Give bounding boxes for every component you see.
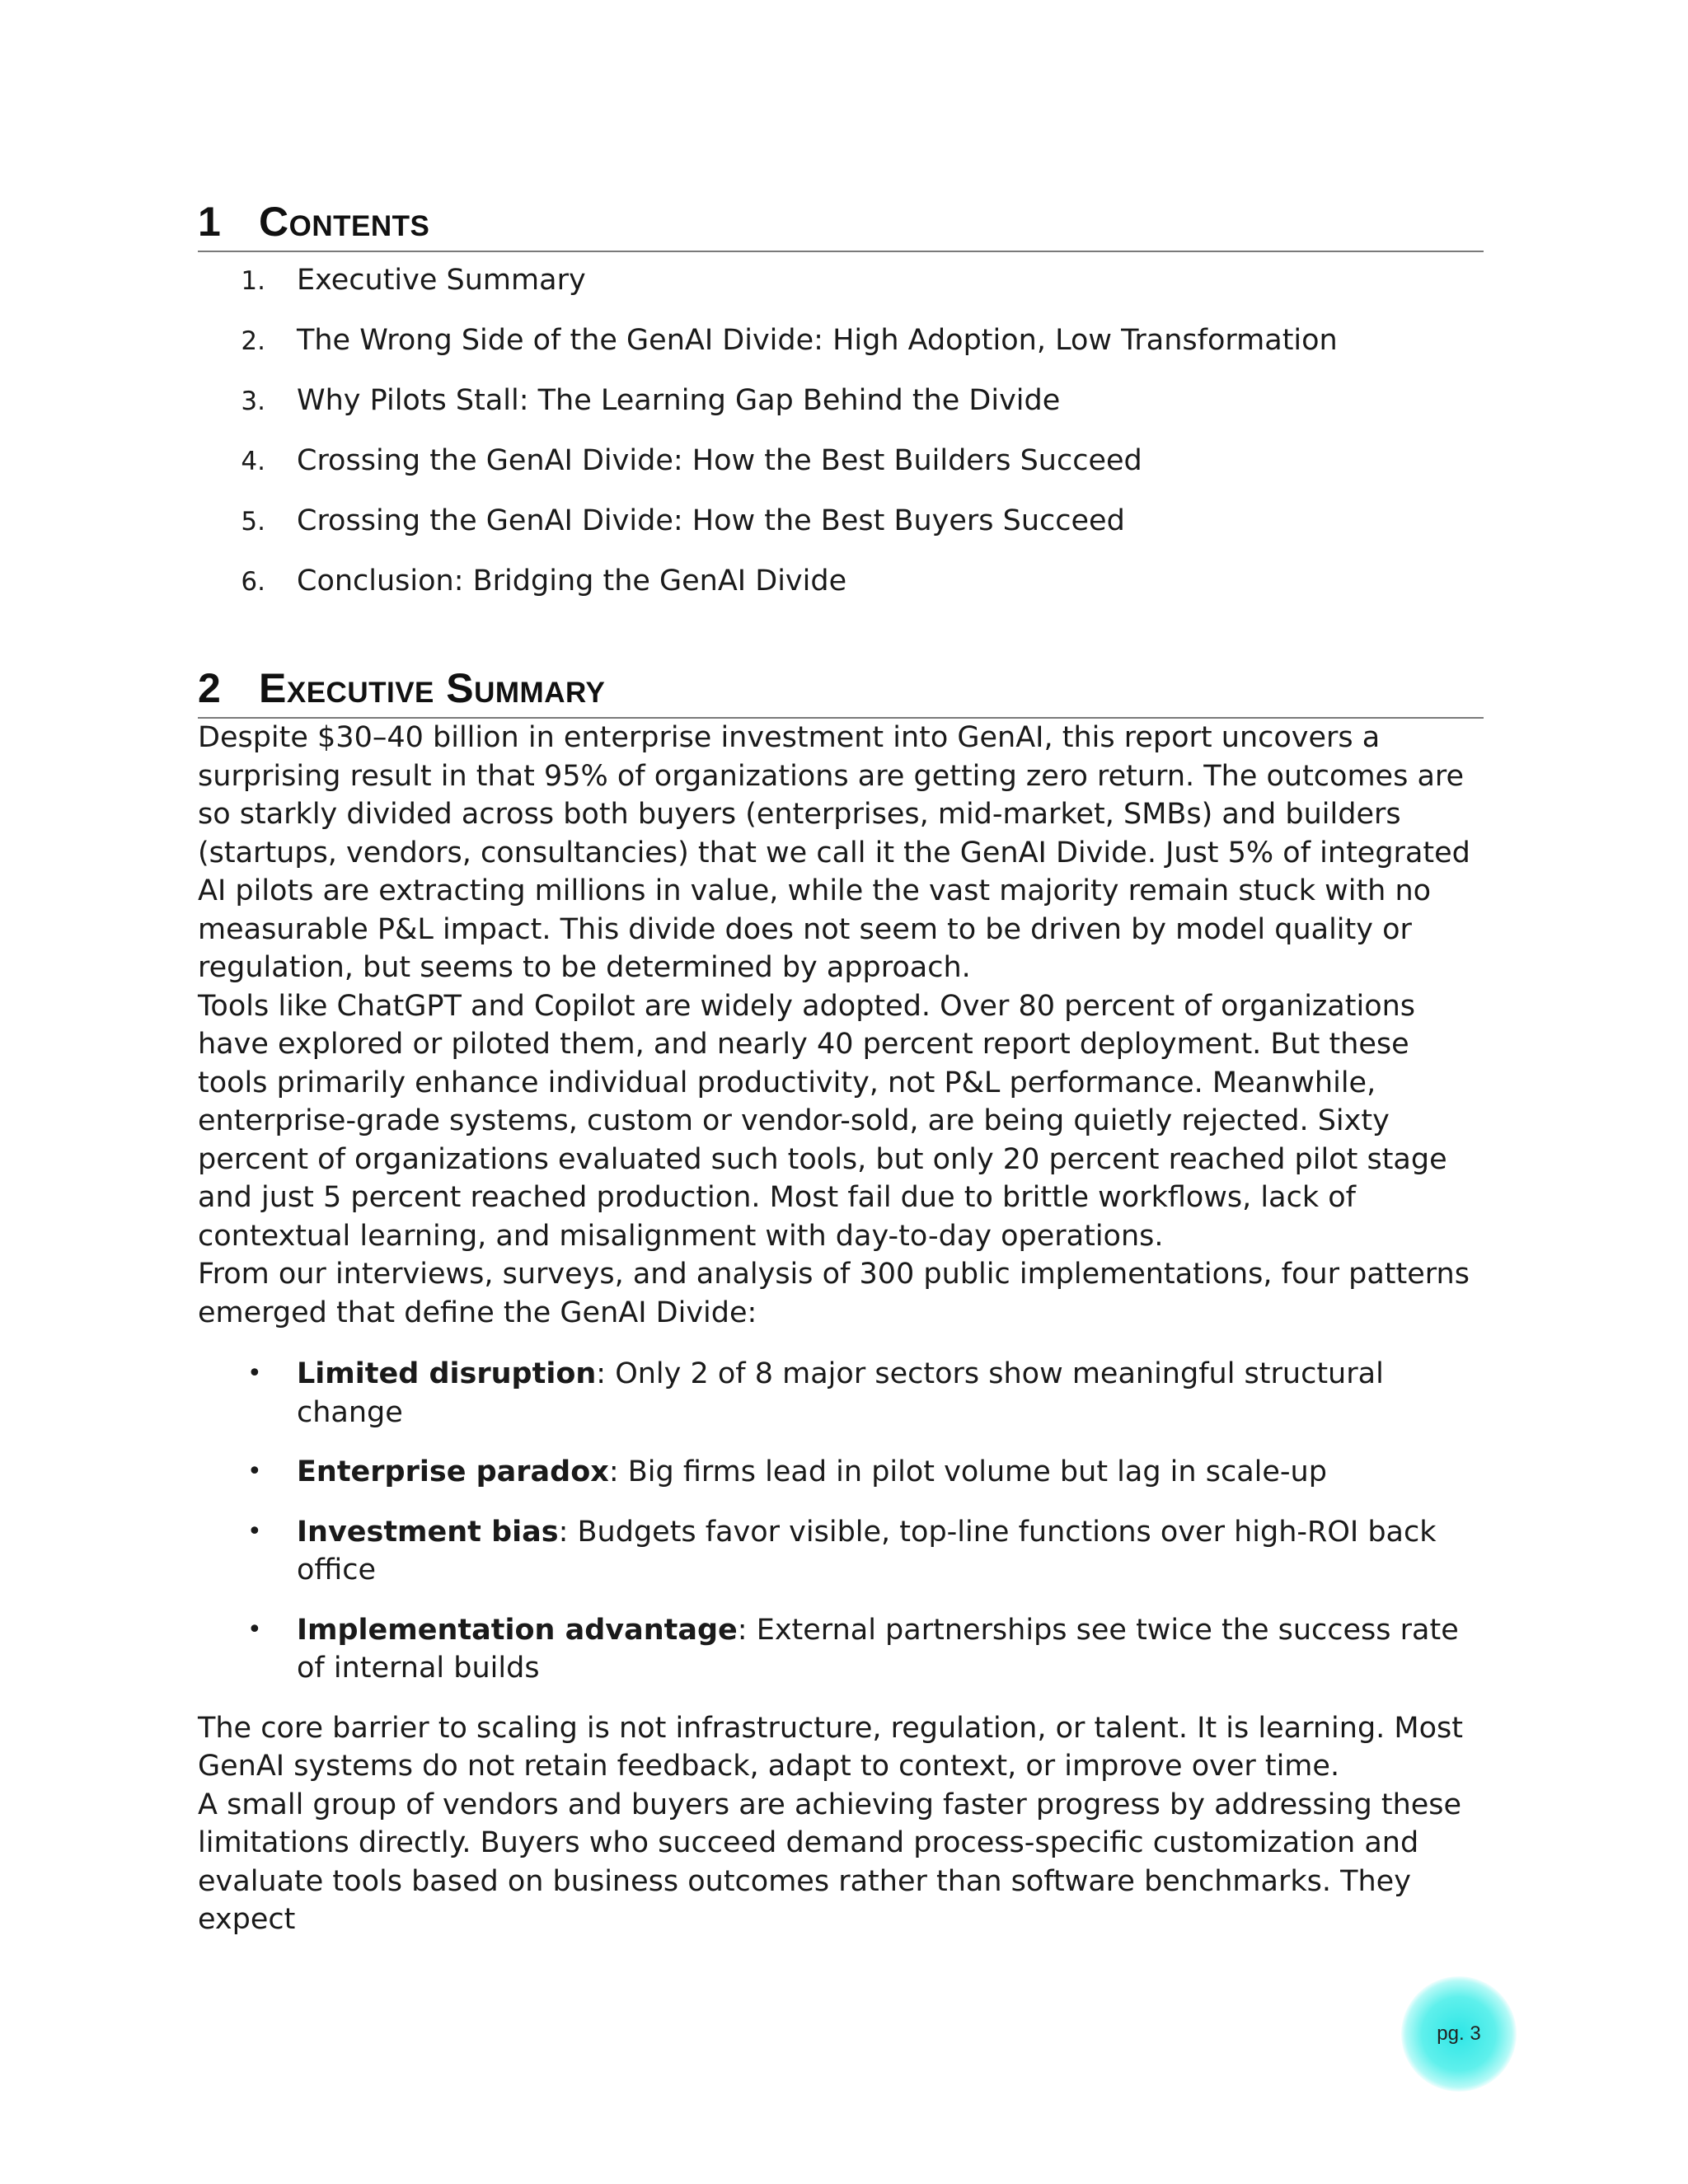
toc-number: 4. bbox=[241, 447, 265, 476]
table-of-contents bbox=[198, 264, 1484, 625]
bullet-icon: • bbox=[247, 1359, 262, 1388]
section-title: Executive Summary bbox=[259, 665, 606, 711]
toc-label: Why Pilots Stall: The Learning Gap Behind the Divide bbox=[297, 384, 1061, 417]
list-item bbox=[198, 1611, 1484, 1688]
toc-number: 5. bbox=[241, 507, 265, 537]
bullet-term: Investment bias bbox=[297, 1515, 559, 1549]
summary-paragraph-4: The core barrier to scaling is not infrastructure, regulation, or talent. It is learning. Most GenAI systems do not retain feedback, adapt to context, or improve over time. bbox=[198, 1711, 1463, 1783]
bullet-text: : Budgets favor visible, top-line functions over high-ROI back office bbox=[297, 1515, 1437, 1586]
executive-summary-section bbox=[198, 664, 1484, 1939]
toc-number: 2. bbox=[241, 326, 265, 356]
summary-paragraph-3: From our interviews, surveys, and analysis of 300 public implementations, four patterns emerged that define the GenAI Divide: bbox=[198, 1258, 1470, 1329]
toc-item[interactable] bbox=[198, 504, 1484, 565]
toc-item[interactable] bbox=[198, 384, 1484, 444]
list-item bbox=[198, 1355, 1484, 1432]
bullet-term: Limited disruption bbox=[297, 1357, 597, 1390]
toc-item[interactable] bbox=[198, 324, 1484, 384]
bullet-text: : Big firms lead in pilot volume but lag in scale-up bbox=[608, 1455, 1327, 1488]
page-number-badge bbox=[1401, 1976, 1517, 2092]
section-number: 1 bbox=[198, 199, 221, 245]
toc-label: Conclusion: Bridging the GenAI Divide bbox=[297, 565, 847, 598]
toc-number: 6. bbox=[241, 567, 265, 597]
toc-label: The Wrong Side of the GenAI Divide: High Adoption, Low Transformation bbox=[297, 324, 1338, 357]
toc-number: 1. bbox=[241, 266, 265, 296]
bullet-text: : Only 2 of 8 major sectors show meaningful structural change bbox=[297, 1357, 1384, 1429]
bullet-term: Implementation advantage bbox=[297, 1613, 738, 1647]
toc-item[interactable] bbox=[198, 444, 1484, 504]
summary-paragraph-2: Tools like ChatGPT and Copilot are widely adopted. Over 80 percent of organizations have explored or piloted them, and nearly 40 percent report deployment. But these tools primarily enhance individual productivity, not P&L performance. Meanwhile, enterprise-grade systems, custom or vendor-sold, are being quietly rejected. Sixty percent of organizations evaluated such tools, but only 20 percent reached pilot stage and just 5 percent reached production. Most fail due to brittle workflows, lack of contextual learning, and misalignment with day-to-day operations. bbox=[198, 989, 1447, 1253]
bullet-icon: • bbox=[247, 1457, 262, 1486]
summary-paragraph-1: Despite $30–40 billion in enterprise investment into GenAI, this report uncovers a surprising result in that 95% of organizations are getting zero return. The outcomes are so starkly divided across both buyers (enterprises, mid-market, SMBs) and builders (startups, vendors, consultancies) that we call it the GenAI Divide. Just 5% of integrated AI pilots are extracting millions in value, while the vast majority remain stuck with no measurable P&L impact. This divide does not seem to be driven by model quality or regulation, but seems to be determined by approach. bbox=[198, 721, 1470, 984]
contents-heading bbox=[198, 198, 1484, 252]
bullet-icon: • bbox=[247, 1516, 262, 1546]
toc-label: Crossing the GenAI Divide: How the Best Buyers Succeed bbox=[297, 504, 1125, 537]
toc-label: Crossing the GenAI Divide: How the Best Builders Succeed bbox=[297, 444, 1142, 477]
summary-paragraph-5: A small group of vendors and buyers are achieving faster progress by addressing these limitations directly. Buyers who succeed demand process-specific customization and evaluate tools based on business outcomes rather than software benchmarks. They expect bbox=[198, 1788, 1462, 1936]
bullet-term: Enterprise paradox bbox=[297, 1455, 609, 1488]
toc-label: Executive Summary bbox=[297, 264, 586, 297]
executive-summary-heading bbox=[198, 664, 1484, 719]
pattern-list bbox=[198, 1355, 1484, 1688]
list-item bbox=[198, 1513, 1484, 1590]
toc-item[interactable] bbox=[198, 565, 1484, 625]
page-number: pg. 3 bbox=[1437, 2022, 1481, 2045]
toc-number: 3. bbox=[241, 387, 265, 416]
page-content bbox=[198, 198, 1484, 1939]
toc-item[interactable] bbox=[198, 264, 1484, 324]
section-number: 2 bbox=[198, 665, 221, 711]
bullet-icon: • bbox=[247, 1615, 262, 1644]
list-item bbox=[198, 1453, 1484, 1492]
bullet-text: : External partnerships see twice the success rate of internal builds bbox=[297, 1613, 1459, 1685]
section-title: Contents bbox=[259, 199, 430, 245]
